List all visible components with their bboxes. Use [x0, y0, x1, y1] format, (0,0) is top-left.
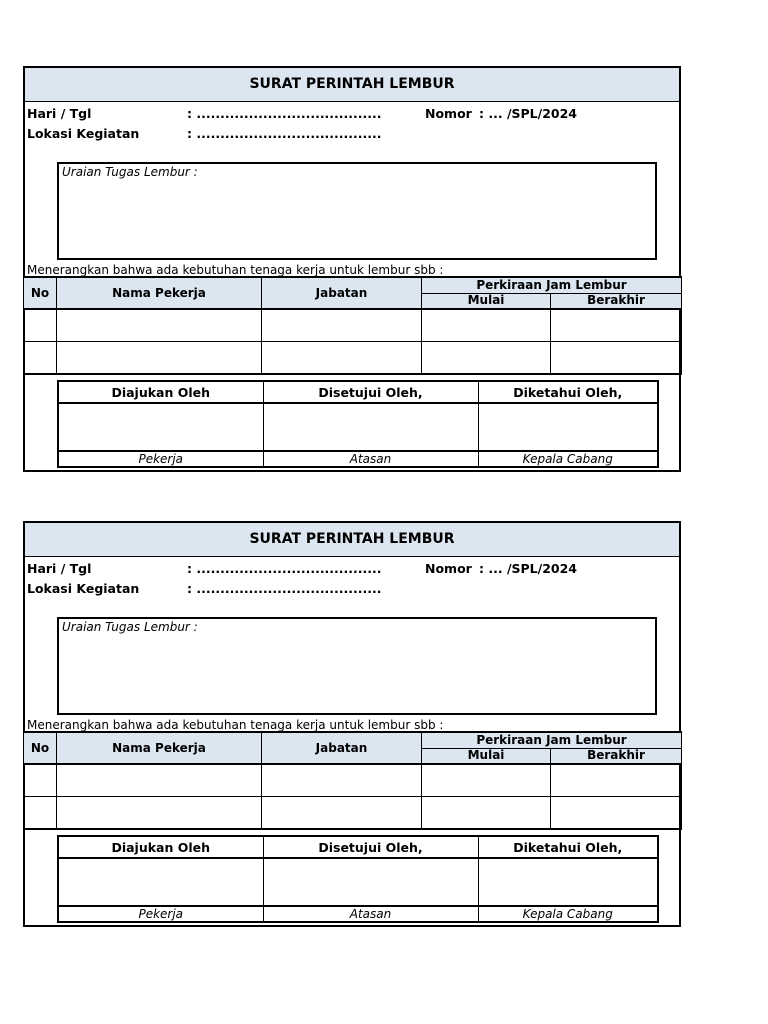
task-description-label: Uraian Tugas Lembur :: [62, 165, 198, 179]
role-branch-head: Kepala Cabang: [478, 906, 658, 922]
role-supervisor: Atasan: [263, 906, 478, 922]
cell-name[interactable]: [57, 342, 262, 375]
col-name-header: Nama Pekerja: [57, 732, 262, 764]
table-row: [24, 309, 682, 342]
task-description-label: Uraian Tugas Lembur :: [62, 620, 198, 634]
submitted-by-header: Diajukan Oleh: [58, 836, 263, 858]
cell-start[interactable]: [422, 797, 551, 830]
role-worker: Pekerja: [58, 451, 263, 467]
signature-worker[interactable]: [58, 858, 263, 906]
col-position-header: Jabatan: [262, 277, 422, 309]
acknowledged-by-header: Diketahui Oleh,: [478, 381, 658, 403]
col-no-header: No: [24, 277, 57, 309]
date-field[interactable]: : .......................................: [187, 561, 382, 576]
cell-start[interactable]: [422, 764, 551, 797]
table-row: [24, 797, 682, 830]
col-end-header: Berakhir: [551, 293, 682, 309]
form-title: SURAT PERINTAH LEMBUR: [25, 68, 679, 102]
cell-name[interactable]: [57, 309, 262, 342]
table-row: [24, 764, 682, 797]
signature-supervisor[interactable]: [263, 858, 478, 906]
col-overtime-group-header: Perkiraan Jam Lembur: [422, 277, 682, 293]
date-field[interactable]: : .......................................: [187, 106, 382, 121]
location-field[interactable]: : .......................................: [187, 581, 382, 596]
role-supervisor: Atasan: [263, 451, 478, 467]
number-field[interactable]: : ... /SPL/2024: [479, 106, 577, 121]
role-worker: Pekerja: [58, 906, 263, 922]
task-description-box[interactable]: [57, 617, 657, 715]
number-label: Nomor: [425, 561, 472, 576]
role-branch-head: Kepala Cabang: [478, 451, 658, 467]
overtime-form-2: [23, 521, 681, 927]
workers-table: [23, 276, 682, 375]
cell-name[interactable]: [57, 764, 262, 797]
signature-branch-head[interactable]: [478, 858, 658, 906]
date-label: Hari / Tgl: [27, 561, 92, 576]
cell-start[interactable]: [422, 309, 551, 342]
col-start-header: Mulai: [422, 293, 551, 309]
task-description-box[interactable]: [57, 162, 657, 260]
cell-no[interactable]: [24, 764, 57, 797]
col-position-header: Jabatan: [262, 732, 422, 764]
cell-end[interactable]: [551, 764, 682, 797]
col-overtime-group-header: Perkiraan Jam Lembur: [422, 732, 682, 748]
submitted-by-header: Diajukan Oleh: [58, 381, 263, 403]
approval-table: [57, 380, 659, 468]
location-field[interactable]: : .......................................: [187, 126, 382, 141]
location-label: Lokasi Kegiatan: [27, 581, 140, 596]
col-name-header: Nama Pekerja: [57, 277, 262, 309]
location-label: Lokasi Kegiatan: [27, 126, 140, 141]
cell-no[interactable]: [24, 797, 57, 830]
signature-supervisor[interactable]: [263, 403, 478, 451]
approval-table: [57, 835, 659, 923]
col-start-header: Mulai: [422, 748, 551, 764]
statement-text: Menerangkan bahwa ada kebutuhan tenaga kerja untuk lembur sbb :: [27, 263, 444, 277]
form-title: SURAT PERINTAH LEMBUR: [25, 523, 679, 557]
cell-position[interactable]: [262, 797, 422, 830]
cell-position[interactable]: [262, 309, 422, 342]
workers-table: [23, 731, 682, 830]
date-label: Hari / Tgl: [27, 106, 92, 121]
table-row: [24, 342, 682, 375]
cell-no[interactable]: [24, 342, 57, 375]
cell-position[interactable]: [262, 764, 422, 797]
cell-end[interactable]: [551, 309, 682, 342]
signature-worker[interactable]: [58, 403, 263, 451]
cell-position[interactable]: [262, 342, 422, 375]
cell-end[interactable]: [551, 797, 682, 830]
statement-text: Menerangkan bahwa ada kebutuhan tenaga kerja untuk lembur sbb :: [27, 718, 444, 732]
acknowledged-by-header: Diketahui Oleh,: [478, 836, 658, 858]
cell-name[interactable]: [57, 797, 262, 830]
col-no-header: No: [24, 732, 57, 764]
overtime-form-1: [23, 66, 681, 472]
col-end-header: Berakhir: [551, 748, 682, 764]
cell-no[interactable]: [24, 309, 57, 342]
number-field[interactable]: : ... /SPL/2024: [479, 561, 577, 576]
cell-end[interactable]: [551, 342, 682, 375]
approved-by-header: Disetujui Oleh,: [263, 381, 478, 403]
number-label: Nomor: [425, 106, 472, 121]
signature-branch-head[interactable]: [478, 403, 658, 451]
cell-start[interactable]: [422, 342, 551, 375]
approved-by-header: Disetujui Oleh,: [263, 836, 478, 858]
